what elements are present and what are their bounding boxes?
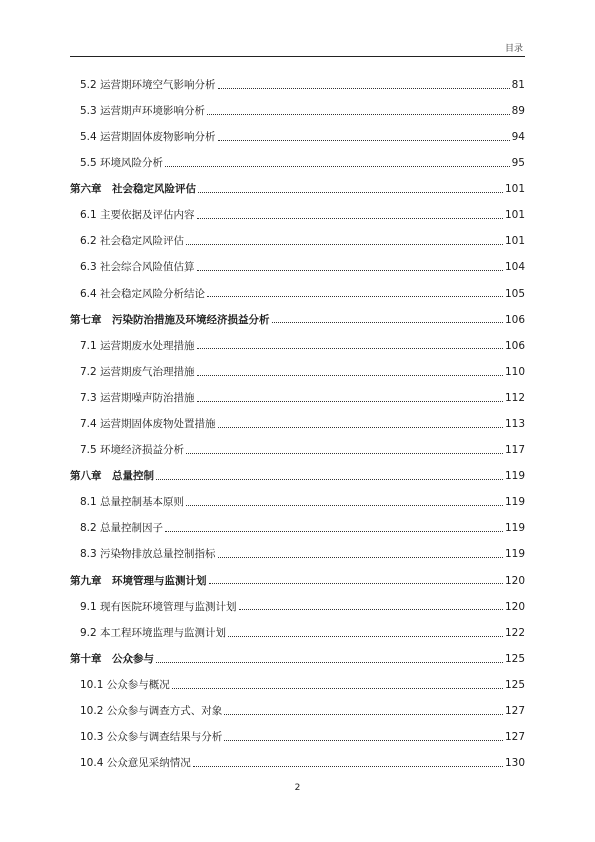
- toc-section-entry[interactable]: [70, 333, 525, 359]
- toc-entry-page: 125: [504, 652, 525, 665]
- toc-dot-leader: [197, 375, 503, 376]
- toc-dot-leader: [165, 166, 510, 167]
- toc-entry-title: 5.5 环境风险分析: [80, 157, 164, 170]
- toc-section-entry[interactable]: [70, 750, 525, 776]
- toc-dot-leader: [218, 427, 503, 428]
- toc-dot-leader: [272, 322, 503, 323]
- toc-entry-page: 119: [504, 496, 525, 509]
- toc-entry-title: 8.1 总量控制基本原则: [80, 496, 185, 509]
- toc-chapter-entry[interactable]: [70, 646, 525, 672]
- toc-entry-page: 120: [504, 600, 525, 613]
- toc-entry-page: 110: [504, 365, 525, 378]
- toc-entry-page: 113: [504, 418, 525, 431]
- toc-dot-leader: [218, 140, 510, 141]
- toc-entry-title: 6.3 社会综合风险值估算: [80, 261, 195, 274]
- toc-chapter-entry[interactable]: [70, 568, 525, 594]
- toc-entry-title: 5.2 运营期环境空气影响分析: [80, 78, 216, 91]
- toc-entry-title: 9.2 本工程环境监理与监测计划: [80, 626, 227, 639]
- toc-entry-title: 5.4 运营期固体废物影响分析: [80, 130, 216, 143]
- toc-dot-leader: [197, 270, 503, 271]
- toc-entry-title: 6.2 社会稳定风险评估: [80, 235, 185, 248]
- toc-entry-page: 101: [504, 183, 525, 196]
- toc-entry-page: 94: [511, 130, 525, 143]
- toc-section-entry[interactable]: [70, 490, 525, 516]
- toc-section-entry[interactable]: [70, 359, 525, 385]
- toc-section-entry[interactable]: [70, 385, 525, 411]
- toc-dot-leader: [224, 740, 503, 741]
- toc-entry-page: 127: [504, 705, 525, 718]
- toc-entry-title: 7.3 运营期噪声防治措施: [80, 391, 195, 404]
- table-of-contents: [70, 72, 525, 777]
- toc-entry-title: 第九章 环境管理与监测计划: [70, 574, 207, 587]
- toc-dot-leader: [197, 218, 503, 219]
- toc-entry-title: 7.4 运营期固体废物处置措施: [80, 418, 216, 431]
- toc-entry-title: 第六章 社会稳定风险评估: [70, 183, 196, 196]
- toc-entry-page: 119: [504, 470, 525, 483]
- toc-entry-page: 130: [504, 757, 525, 770]
- toc-dot-leader: [156, 662, 503, 663]
- toc-entry-page: 125: [504, 678, 525, 691]
- toc-entry-title: 10.3 公众参与调查结果与分析: [80, 731, 223, 744]
- toc-section-entry[interactable]: [70, 150, 525, 176]
- page-number: 2: [294, 783, 301, 793]
- toc-entry-title: 10.1 公众参与概况: [80, 678, 170, 691]
- toc-dot-leader: [156, 479, 503, 480]
- toc-section-entry[interactable]: [70, 411, 525, 437]
- toc-section-entry[interactable]: [70, 98, 525, 124]
- toc-dot-leader: [186, 505, 503, 506]
- toc-dot-leader: [193, 766, 503, 767]
- toc-entry-page: 81: [511, 78, 525, 91]
- toc-dot-leader: [218, 557, 503, 558]
- toc-entry-title: 7.5 环境经济损益分析: [80, 444, 185, 457]
- toc-entry-title: 8.2 总量控制因子: [80, 522, 164, 535]
- toc-section-entry[interactable]: [70, 229, 525, 255]
- toc-dot-leader: [198, 192, 503, 193]
- toc-entry-page: 89: [511, 104, 525, 117]
- toc-entry-title: 第八章 总量控制: [70, 470, 154, 483]
- toc-dot-leader: [172, 688, 503, 689]
- toc-entry-title: 第十章 公众参与: [70, 652, 154, 665]
- toc-section-entry[interactable]: [70, 698, 525, 724]
- toc-entry-page: 117: [504, 444, 525, 457]
- toc-entry-page: 101: [504, 235, 525, 248]
- toc-dot-leader: [224, 714, 503, 715]
- toc-dot-leader: [239, 609, 503, 610]
- header-label: 目录: [504, 44, 523, 54]
- toc-entry-title: 10.4 公众意见采纳情况: [80, 757, 191, 770]
- toc-entry-page: 104: [504, 261, 525, 274]
- toc-entry-page: 112: [504, 391, 525, 404]
- toc-entry-page: 122: [504, 626, 525, 639]
- toc-section-entry[interactable]: [70, 672, 525, 698]
- toc-entry-page: 119: [504, 548, 525, 561]
- toc-section-entry[interactable]: [70, 124, 525, 150]
- toc-entry-page: 120: [504, 574, 525, 587]
- toc-dot-leader: [186, 244, 503, 245]
- toc-chapter-entry[interactable]: [70, 463, 525, 489]
- toc-chapter-entry[interactable]: [70, 176, 525, 202]
- toc-section-entry[interactable]: [70, 620, 525, 646]
- toc-section-entry[interactable]: [70, 542, 525, 568]
- toc-dot-leader: [207, 114, 510, 115]
- toc-section-entry[interactable]: [70, 516, 525, 542]
- toc-dot-leader: [228, 636, 503, 637]
- toc-dot-leader: [165, 531, 503, 532]
- toc-entry-page: 127: [504, 731, 525, 744]
- toc-entry-page: 106: [504, 339, 525, 352]
- toc-section-entry[interactable]: [70, 281, 525, 307]
- toc-entry-title: 第七章 污染防治措施及环境经济损益分析: [70, 313, 270, 326]
- toc-entry-page: 106: [504, 313, 525, 326]
- toc-entry-title: 8.3 污染物排放总量控制指标: [80, 548, 216, 561]
- toc-entry-title: 6.4 社会稳定风险分析结论: [80, 287, 206, 300]
- toc-entry-title: 7.1 运营期废水处理措施: [80, 339, 195, 352]
- toc-entry-title: 6.1 主要依据及评估内容: [80, 209, 195, 222]
- toc-dot-leader: [197, 348, 503, 349]
- toc-section-entry[interactable]: [70, 72, 525, 98]
- toc-entry-page: 105: [504, 287, 525, 300]
- toc-dot-leader: [218, 88, 510, 89]
- toc-dot-leader: [209, 583, 503, 584]
- toc-entry-page: 95: [511, 157, 525, 170]
- header-rule: [70, 56, 525, 57]
- toc-section-entry[interactable]: [70, 724, 525, 750]
- toc-section-entry[interactable]: [70, 255, 525, 281]
- toc-chapter-entry[interactable]: [70, 307, 525, 333]
- toc-entry-title: 5.3 运营期声环境影响分析: [80, 104, 206, 117]
- toc-section-entry[interactable]: [70, 594, 525, 620]
- toc-entry-title: 10.2 公众参与调查方式、对象: [80, 705, 223, 718]
- toc-dot-leader: [186, 453, 503, 454]
- toc-dot-leader: [197, 401, 503, 402]
- toc-section-entry[interactable]: [70, 202, 525, 228]
- toc-dot-leader: [207, 296, 503, 297]
- toc-entry-page: 119: [504, 522, 525, 535]
- toc-section-entry[interactable]: [70, 437, 525, 463]
- toc-entry-page: 101: [504, 209, 525, 222]
- toc-entry-title: 7.2 运营期废气治理措施: [80, 365, 195, 378]
- toc-entry-title: 9.1 现有医院环境管理与监测计划: [80, 600, 237, 613]
